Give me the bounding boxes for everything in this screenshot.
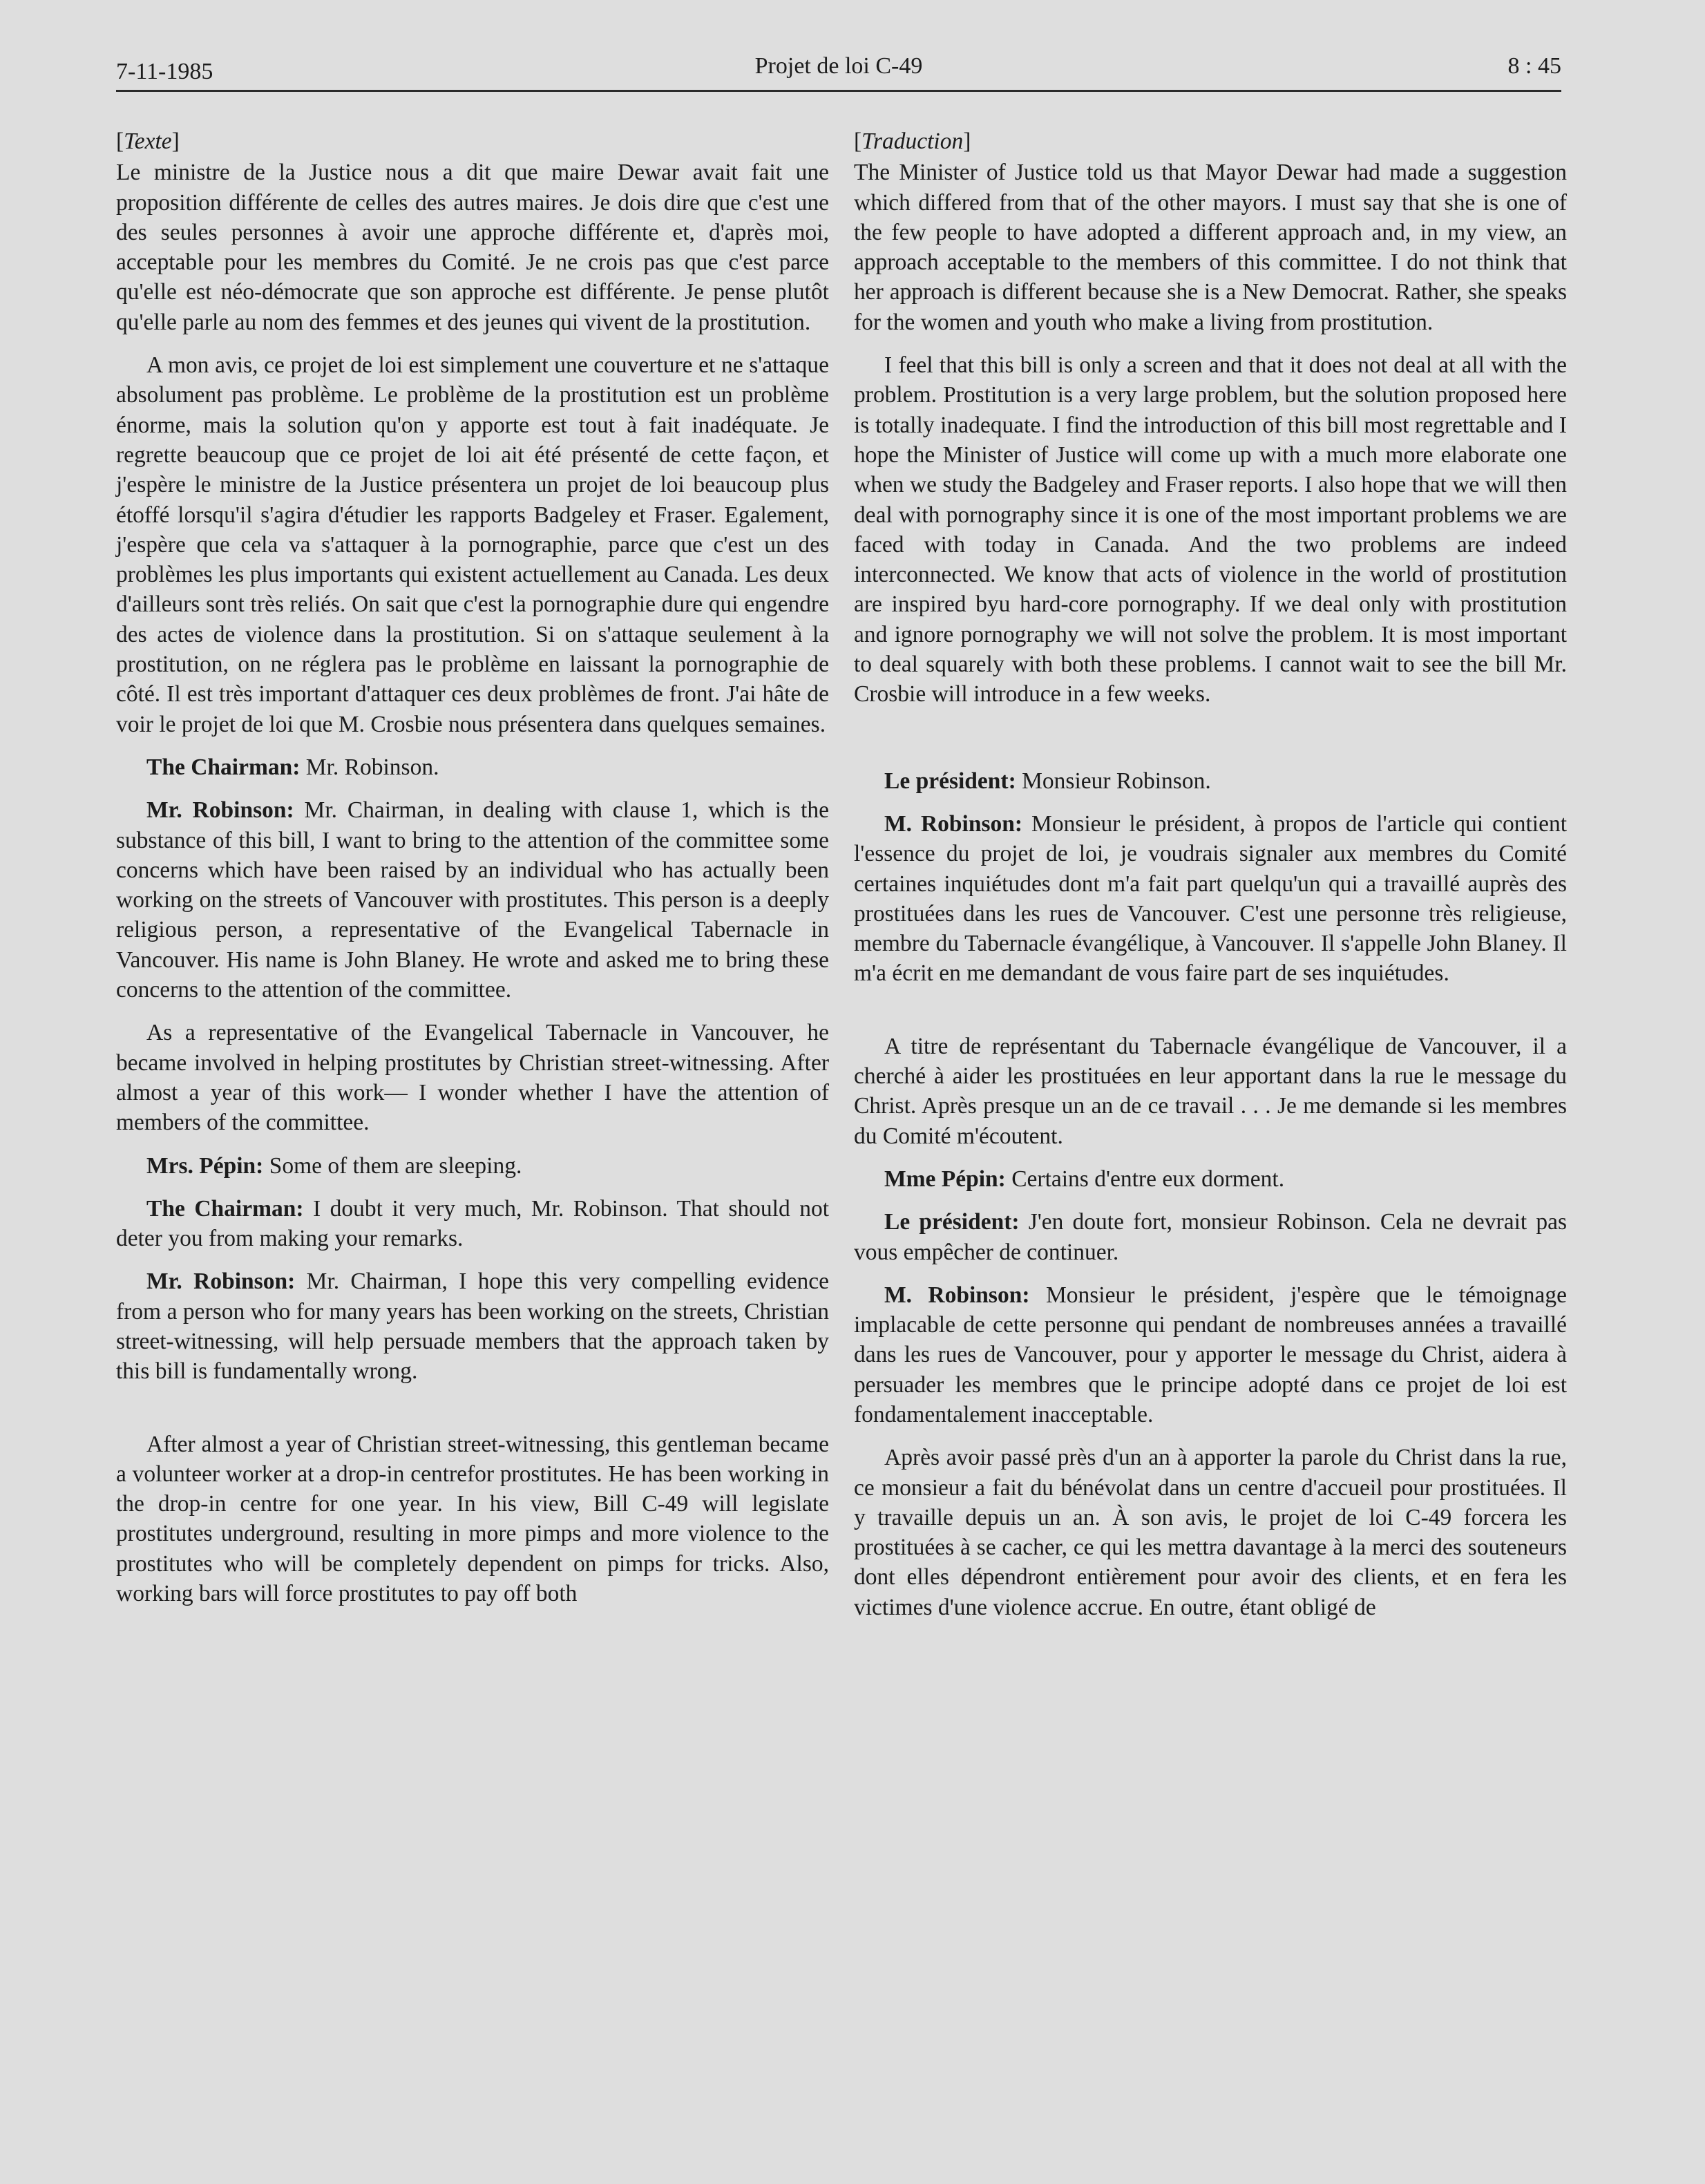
left-paragraph: After almost a year of Christian street-witnessing, this gentleman became a volunteer worker at a drop-in centrefor prostitutes. He has been working in the drop-in centre for one year. In his view, Bill C-49 will legislate prostitutes underground, resulting in more pimps and more violence to the prostitutes who will be completely dependent on pimps for tricks. Also, working bars will force prostitutes to pay off both bbox=[116, 1431, 829, 1607]
right-paragraph: A titre de représentant du Tabernacle évangélique de Vancouver, il a cherché à aider les prostituées en leur apportant dans la rue le message du Christ. Après presque un an de ce travail . . . Je me demande si les membres du Comité m'écoutent. bbox=[854, 1033, 1567, 1149]
speaker-name: The Chairman: bbox=[146, 1195, 304, 1222]
left-section-label: [Texte] bbox=[116, 129, 180, 154]
speech-text: Mr. Robinson. bbox=[305, 754, 439, 780]
speaker-name: Mrs. Pépin: bbox=[146, 1152, 264, 1179]
left-paragraph: As a representative of the Evangelical Tabernacle in Vancouver, he became involved in helping prostitutes by Christian street-witnessing. After almost a year of this work— I wonder whether I have the attention of members of the committee. bbox=[116, 1020, 829, 1136]
speech-text: Monsieur le président, j'espère que le témoignage implacable de cette personne qui pendant de nombreuses années a travaillé dans les rues de Vancouver, pour y apporter le message du Christ, aidera à persuader les membres que le principe adopté dans ce projet de loi est fondamentalement inacceptable. bbox=[854, 1282, 1567, 1427]
speaker-name: M. Robinson: bbox=[884, 810, 1023, 837]
speech-text: Some of them are sleeping. bbox=[269, 1152, 522, 1179]
left-column bbox=[116, 126, 829, 1622]
left-speech bbox=[116, 1266, 829, 1386]
right-paragraph: The Minister of Justice told us that Mayor Dewar had made a suggestion which differed from that of the other mayors. I must say that she is one of the few people to have adopted a different approach and, in my view, an approach acceptable to the members of this committee. I do not think that her approach is different because she is a New Democrat. Rather, she speaks for the women and youth who make a living from prostitution. bbox=[854, 160, 1567, 335]
right-speech bbox=[854, 1207, 1567, 1267]
right-speech bbox=[854, 1164, 1567, 1194]
speaker-name: Le président: bbox=[884, 768, 1016, 794]
speaker-name: Mme Pépin: bbox=[884, 1166, 1006, 1192]
speech-text: Mr. Chairman, I hope this very compelling evidence from a person who for many years has been working on the streets, Christian street-witnessing, will help persuade members that the approach taken by this bill is fundamentally wrong. bbox=[116, 1269, 829, 1385]
speech-text: I doubt it very much, Mr. Robinson. That should not deter you from making your remarks. bbox=[116, 1195, 829, 1252]
right-paragraph: I feel that this bill is only a screen and that it does not deal at all with the problem. Prostitution is a very large problem, but the solution proposed here is totally inadequate. I find the introduction of this bill most regrettable and I hope the Minister of Justice will come up with a much more elaborate one when we study the Badgeley and Fraser reports. I also hope that we will then deal with pornography since it is one of the most important problems we are faced with today in Canada. And the two problems are indeed interconnected. We know that acts of violence in the world of prostitution are inspired byu hard-core pornography. If we deal only with prostitution and ignore pornography we will not solve the problem. It is most important to deal squarely with both these problems. I cannot wait to see the bill Mr. Crosbie will introduce in a few weeks. bbox=[854, 352, 1567, 708]
speech-text: Mr. Chairman, in dealing with clause 1, which is the substance of this bill, I want to bring to the attention of the committee some concerns which have been raised by an individual who has actually been working on the streets of Vancouver with prostitutes. This person is a deeply religious person, a representative of the Evangelical Tabernacle in Vancouver. His name is John Blaney. He wrote and asked me to bring these concerns to the attention of the committee. bbox=[116, 797, 830, 1003]
speech-text: J'en doute fort, monsieur Robinson. Cela ne devrait pas vous empêcher de continuer. bbox=[854, 1209, 1568, 1265]
right-paragraph: Après avoir passé près d'un an à apporter la parole du Christ dans la rue, ce monsieur a fait du bénévolat dans un centre d'accueil pour prostituées. Il y travaille depuis un an. À son avis, le projet de loi C-49 forcera les prostituées à se cacher, ce qui les mettra davantage à la merci des souteneurs dont elles dépendront entièrement pour avoir des clients, et en fera les victimes d'une violence accrue. En outre, étant obligé de bbox=[854, 1445, 1567, 1620]
left-speech bbox=[116, 752, 829, 782]
right-speech bbox=[854, 766, 1567, 796]
speaker-name: Le président: bbox=[884, 1209, 1020, 1235]
speech-text: Monsieur Robinson. bbox=[1022, 768, 1211, 794]
right-speech bbox=[854, 1280, 1567, 1430]
header-rule bbox=[116, 90, 1561, 92]
speaker-name: Mr. Robinson: bbox=[146, 1269, 296, 1295]
header-date: 7-11-1985 bbox=[116, 59, 213, 84]
left-speech bbox=[116, 1194, 829, 1254]
left-paragraph: A mon avis, ce projet de loi est simplement une couverture et ne s'attaque absolument pas problème. Le problème de la prostitution est un problème énorme, mais la solution qu'on y apporte est tout à fait inadéquate. Je regrette beaucoup que ce projet de loi ait été présenté de cette façon, et j'espère le ministre de la Justice présentera un projet de loi beaucoup plus étoffé lorsqu'il s'agira d'étudier les rapports Badgeley et Fraser. Egalement, j'espère que cela va s'attaquer à la pornographie, parce que c'est un des problèmes les plus importants qui existent actuellement au Canada. Les deux d'ailleurs sont très reliés. On sait que c'est la pornographie dure qui engendre des actes de violence dans la prostitution. Si on s'attaque seulement à la prostitution, on ne réglera pas le problème en laissant la pornographie de côté. Il est très important d'attaquer ces deux problèmes de front. J'ai hâte de voir le projet de loi que M. Crosbie nous présentera dans quelques semaines. bbox=[116, 352, 829, 737]
right-column bbox=[854, 126, 1567, 1635]
right-speech bbox=[854, 809, 1567, 989]
speech-text: Certains d'entre eux dorment. bbox=[1011, 1166, 1285, 1192]
speaker-name: The Chairman: bbox=[146, 754, 301, 780]
left-speech bbox=[116, 1151, 829, 1181]
header-title: Projet de loi C-49 bbox=[754, 53, 923, 79]
speech-text: Monsieur le président, à propos de l'article qui contient l'essence du projet de loi, je voudrais signaler aux membres du Comité certaines inquiétudes dont m'a fait part quelqu'un qui a travaillé auprès des prostituées dans les rues de Vancouver. C'est une personne très religieuse, membre du Tabernacle évangélique, à Vancouver. Il s'appelle John Blaney. Il m'a écrit en me demandant de vous faire part de ses inquiétudes. bbox=[854, 810, 1567, 987]
speaker-name: Mr. Robinson: bbox=[146, 797, 294, 824]
page-header bbox=[116, 48, 1561, 90]
right-section-label: [Traduction] bbox=[854, 129, 971, 154]
speaker-name: M. Robinson: bbox=[884, 1282, 1030, 1308]
left-speech bbox=[116, 795, 829, 1005]
header-page-number: 8 : 45 bbox=[1507, 53, 1561, 79]
left-paragraph: Le ministre de la Justice nous a dit que maire Dewar avait fait une proposition différente de celles des autres maires. Je dois dire que c'est une des seules personnes à avoir une approche différente et, d'après moi, acceptable pour les membres du Comité. Je ne crois pas que c'est parce qu'elle est néo-démocrate que son approche est différente. Je pense plutôt qu'elle parle au nom des femmes et des jeunes qui vivent de la prostitution. bbox=[116, 160, 829, 335]
